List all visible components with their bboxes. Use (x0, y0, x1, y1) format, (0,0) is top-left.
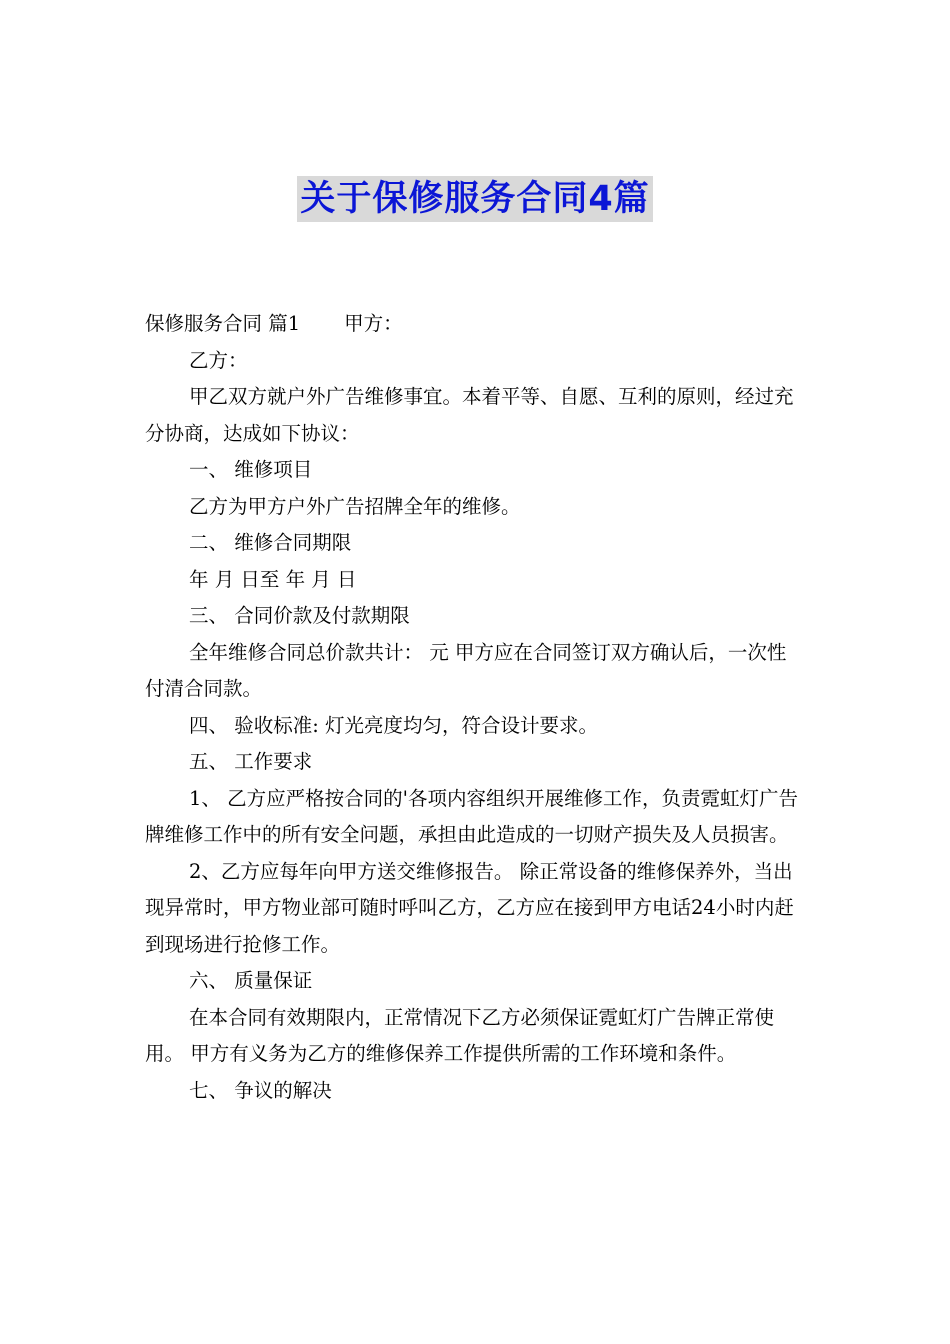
document-title: 关于保修服务合同4篇 (297, 176, 652, 222)
section-heading: 六、 质量保证 (189, 969, 313, 992)
heading-gap (300, 306, 344, 343)
paragraph: 年 月 日至 年 月 日 (189, 567, 357, 591)
section-heading: 一、 维修项目 (189, 458, 313, 481)
paragraph: 甲乙双方就户外广告维修事宜。本着平等、自愿、互利的原则，经过充分协商，达成如下协议： (145, 385, 794, 445)
section-heading: 二、 维修合同期限 (189, 531, 352, 554)
section-heading: 四、 验收标准: 灯光亮度均匀，符合设计要求。 (189, 713, 598, 737)
paragraph: 在本合同有效期限内，正常情况下乙方必须保证霓虹灯广告牌正常使用。 甲方有义务为乙方的维修保养工作提供所需的工作环境和条件。 (145, 1005, 775, 1065)
contract-heading-line (145, 306, 805, 343)
paragraph: 乙方： (189, 348, 248, 372)
paragraph: 1、 乙方应严格按合同的'各项内容组织开展维修工作，负责霓虹灯广告牌维修工作中的所有安全问题，承担由此造成的一切财产损失及人员损害。 (145, 786, 798, 846)
contract-heading: 保修服务合同 篇1 (145, 312, 301, 335)
section-heading: 三、 合同价款及付款期限 (189, 604, 410, 627)
section-heading: 五、 工作要求 (189, 750, 313, 773)
paragraph: 2、乙方应每年向甲方送交维修报告。 除正常设备的维修保养外，当出现异常时，甲方物业部可随时呼叫乙方，乙方应在接到甲方电话24小时内赶到现场进行抢修工作。 (145, 859, 794, 956)
paragraph: 全年维修合同总价款共计： 元 甲方应在合同签订双方确认后，一次性付清合同款。 (145, 640, 787, 700)
document-body (145, 306, 805, 1109)
paragraph: 甲方： (344, 312, 403, 335)
section-heading: 七、 争议的解决 (189, 1078, 332, 1102)
title-container (0, 176, 950, 222)
paragraph: 乙方为甲方户外广告招牌全年的维修。 (189, 494, 521, 518)
